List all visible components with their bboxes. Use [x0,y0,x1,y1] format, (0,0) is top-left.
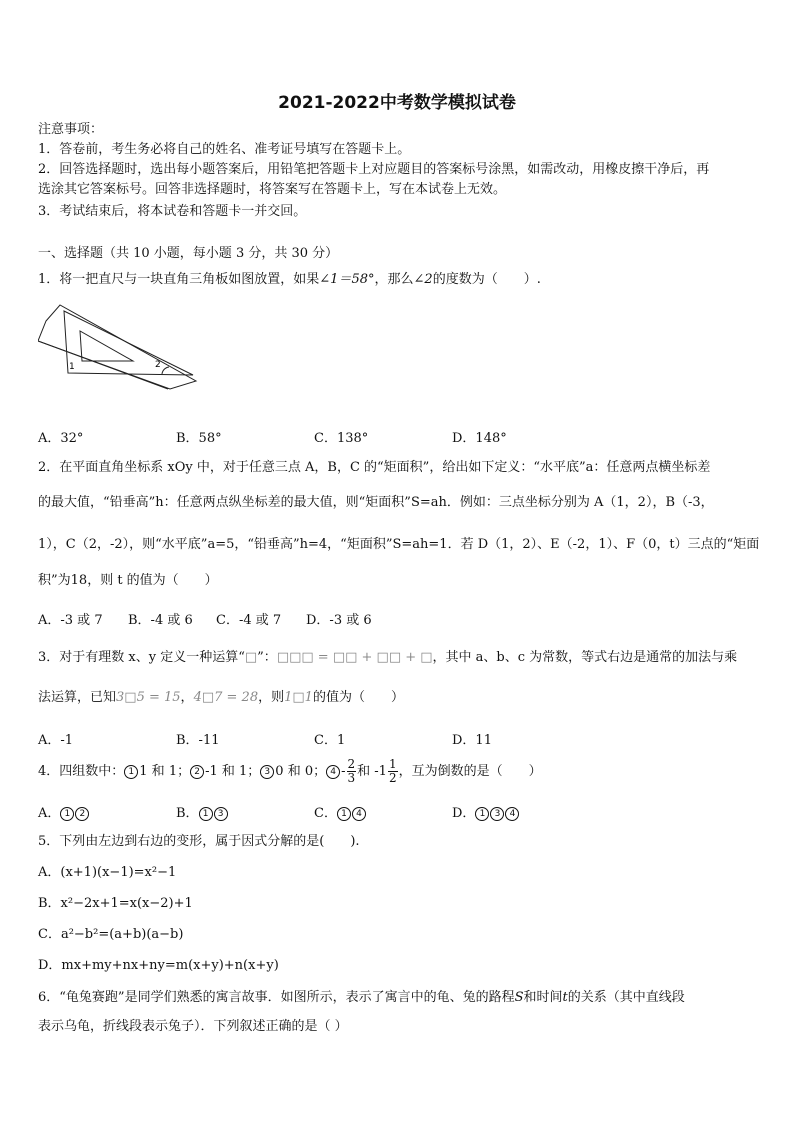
q4-frac2-den: 2 [388,771,397,785]
section-heading: 一、选择题（共 10 小题，每小题 3 分，共 30 分） [38,246,339,261]
q4-option-b-mark-1: 1 [199,807,213,821]
q3-line2-b: ，则 [258,690,285,705]
q4-option-c-mark-2: 4 [352,807,366,821]
q3-known-2: 4□7 = 28 [193,690,259,705]
q4-option-a-mark-2: 2 [75,807,89,821]
q2-line-2: 的最大值，“铅垂高”h：任意两点纵坐标差的最大值，则“矩面积”S=ah．例如：三点坐标分别为 A（1，2），B（-3， [38,495,714,510]
notice-item-2: 2．回答选择题时，选出每小题答案后，用铅笔把答题卡上对应题目的答案标号涂黑，如需改动，用橡皮擦干净后，再 [38,162,710,177]
q1-option-b[interactable]: B．58° [176,431,222,446]
q4-option-d-mark-2: 3 [490,807,504,821]
q4-option-b-letter: B． [176,806,199,821]
q4-pair-2: -1 和 1； [205,764,261,779]
q6-text-c: 的关系（其中直线段 [567,990,685,1005]
exam-title: 2021-2022中考数学模拟试卷 [278,93,516,113]
q2-line-3: 1），C（2，-2），则“水平底”a=5，“铅垂高”h=4，“矩面积”S=ah=1．若 D（1，2）、E（-2，1）、F（0，t）三点的“矩面 [38,537,760,552]
q3-text-b: ”： [257,650,277,665]
q6-text-a: 6．“龟兔赛跑”是同学们熟悉的寓言故事．如图所示，表示了寓言中的龟、兔的路程 [38,990,515,1005]
q4-option-a-mark-1: 1 [60,807,74,821]
q4-fraction-2 [388,758,398,785]
q4-mark-2: 2 [190,765,204,779]
q4-pair-3: 0 和 0； [275,764,327,779]
q2-option-c[interactable]: C．-4 或 7 [216,613,282,628]
q3-line2-a: 法运算，已知 [38,690,117,705]
q3-line-1 [38,650,737,666]
q4-frac1-num: 2 [347,757,356,771]
notice-heading: 注意事项： [38,122,104,137]
q3-formula: □□□ = □□ + □□ + □ [276,650,433,665]
q4-option-c-letter: C． [314,806,337,821]
q4-option-a-letter: A． [38,806,61,821]
q4-text-a: 4．四组数中： [38,764,125,779]
q4-option-c-mark-1: 1 [337,807,351,821]
q4-option-d-mark-1: 1 [475,807,489,821]
q3-line-2 [38,690,404,706]
q5-option-a[interactable]: A．(x+1)(x−1)=x²−1 [38,865,177,880]
q4-minus: - [341,764,346,779]
q3-option-d[interactable]: D．11 [452,733,492,748]
q2-line-1: 2．在平面直角坐标系 xOy 中，对于任意三点 A，B，C 的“矩面积”，给出如下定义：“水平底”a：任意两点横坐标差 [38,460,711,475]
q4-option-b[interactable] [176,802,229,821]
q6-line-1 [38,990,685,1006]
question-1 [38,272,541,288]
q3-known-sep: ， [180,690,194,705]
set-square-inner [80,331,133,361]
q1-text-a: 1．将一把直尺与一块直角三角板如图放置，如果 [38,272,320,287]
q4-text-b: ，互为倒数的是（ ） [398,764,542,779]
q3-known-1: 3□5 = 15 [116,690,181,705]
q4-frac1-den: 3 [347,771,356,785]
q5-option-c[interactable]: C．a²−b²=(a+b)(a−b) [38,927,184,942]
q4-option-b-mark-2: 3 [214,807,228,821]
q3-line2-c: 的值为（ ） [312,690,404,705]
q4-pair-4-mid: 和 -1 [357,764,387,779]
q4-option-a[interactable] [38,802,90,821]
q2-option-d[interactable]: D．-3 或 6 [306,613,372,628]
q5-text: 5．下列由左边到右边的变形，属于因式分解的是( ). [38,834,360,849]
q4-option-c[interactable] [314,802,367,821]
q1-text-c: 的度数为（ ）. [432,272,541,287]
q2-line-4: 积”为18，则 t 的值为（ ） [38,573,218,588]
notice-item-2-cont: 选涂其它答案标号。回答非选择题时，将答案写在答题卡上，写在本试卷上无效。 [38,182,507,197]
notice-item-3: 3．考试结束后，将本试卷和答题卡一并交回。 [38,204,307,219]
notice-item-1: 1．答卷前，考生务必将自己的姓名、准考证号填写在答题卡上。 [38,142,411,157]
q6-line-2: 表示乌龟，折线段表示兔子）．下列叙述正确的是（ ） [38,1019,348,1034]
q4-mark-1: 1 [124,765,138,779]
q3-option-a[interactable]: A．-1 [38,733,74,748]
q2-option-b[interactable]: B．-4 或 6 [128,613,193,628]
q4-mark-4: 4 [326,765,340,779]
q5-option-b[interactable]: B．x²−2x+1=x(x−2)+1 [38,896,193,911]
q3-option-c[interactable]: C．1 [314,733,346,748]
q3-text-c: ，其中 a、b、c 为常数，等式右边是通常的加法与乘 [432,650,738,665]
q4-pair-1: 1 和 1； [139,764,191,779]
q3-op-symbol: □ [244,650,258,665]
q4-frac2-num: 1 [388,757,397,771]
q3-text-a: 3．对于有理数 x、y 定义一种运算“ [38,650,245,665]
q1-text-b: ，那么 [374,272,414,287]
q2-option-a[interactable]: A．-3 或 7 [38,613,103,628]
q4-option-d-mark-3: 4 [505,807,519,821]
q1-angle1: ∠1＝58° [319,272,375,287]
figure-label-1: 1 [69,362,75,372]
figure-label-2: 2 [155,360,161,370]
q3-ask: 1□1 [284,690,313,705]
q4-option-d[interactable] [452,802,520,821]
q4-line [38,757,542,787]
q4-option-d-letter: D． [452,806,476,821]
q6-var-t: t [562,990,568,1005]
ruler-triangle-figure [38,303,198,393]
q6-text-b: 和时间 [523,990,563,1005]
q1-option-c[interactable]: C．138° [314,431,369,446]
q1-option-a[interactable]: A．32° [38,431,84,446]
q3-option-b[interactable]: B．-11 [176,733,220,748]
q6-var-s: S [514,990,524,1005]
q4-fraction-1 [347,758,357,785]
q5-option-d[interactable]: D．mx+my+nx+ny=m(x+y)+n(x+y) [38,958,279,973]
set-square-outer [64,311,193,375]
q1-angle2: ∠2 [413,272,433,287]
q4-mark-3: 3 [260,765,274,779]
q1-option-d[interactable]: D．148° [452,431,507,446]
ruler-shape [38,305,196,389]
